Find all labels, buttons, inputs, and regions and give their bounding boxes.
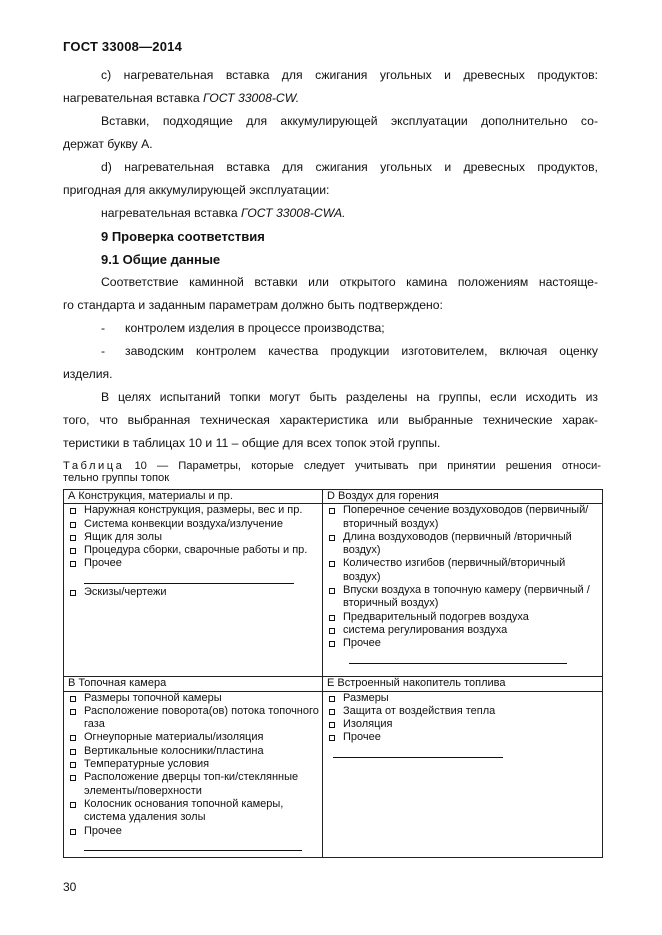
list-item-text: Огнеупорные материалы/изоляция xyxy=(84,731,264,744)
list-item-text: Поперечное сечение воздуховодов (первичный/вторичный воздух) xyxy=(343,504,589,530)
parameters-table xyxy=(63,489,603,858)
cell-b-body xyxy=(64,691,323,857)
list-item xyxy=(68,731,319,744)
body-text xyxy=(63,64,598,455)
list-d xyxy=(327,504,599,650)
list-item-text: Ящик для золы xyxy=(84,530,162,543)
checkbox-icon xyxy=(329,735,335,741)
section-heading: 9 Проверка соответствия xyxy=(101,229,265,244)
checkbox-icon xyxy=(70,508,76,514)
list-b xyxy=(68,692,319,838)
checkbox-icon xyxy=(70,802,76,808)
list-item-text: Защита от воздействия тепла xyxy=(343,704,496,717)
list-item-text: Прочее xyxy=(84,824,122,837)
fill-in-line xyxy=(349,651,567,664)
list-item xyxy=(327,531,599,558)
fill-in-line xyxy=(84,838,302,851)
dash-item-1 xyxy=(63,317,598,340)
checkbox-icon xyxy=(329,628,335,634)
list-item-text: Наружная конструкция, размеры, вес и пр. xyxy=(84,504,303,517)
dash-item-1-text: контролем изделия в процессе производства; xyxy=(125,321,385,335)
list-item xyxy=(327,557,599,584)
checkbox-icon xyxy=(70,535,76,541)
dash-item-2-text: заводским контролем качества продукции изготовителем, включая оценку xyxy=(125,344,598,358)
checkbox-icon xyxy=(329,722,335,728)
table-caption-label: Таблица xyxy=(63,460,125,472)
list-item xyxy=(68,692,319,705)
checkbox-icon xyxy=(329,709,335,715)
list-item-text: Эскизы/чертежи xyxy=(84,585,167,598)
list-item xyxy=(68,705,319,732)
list-item xyxy=(327,584,599,611)
list-item xyxy=(327,611,599,624)
list-item-text: Система конвекции воздуха/излучение xyxy=(84,517,283,530)
paragraph-c-prefix: нагревательная вставка xyxy=(63,91,204,105)
checkbox-icon xyxy=(329,535,335,541)
dash-marker: - xyxy=(101,321,106,335)
list-item-text: Предварительный подогрев воздуха xyxy=(343,610,529,623)
checkbox-icon xyxy=(329,508,335,514)
cell-d-body xyxy=(323,504,603,677)
paragraph-groups-line3: теристики в таблицах 10 и 11 – общие для всех топок этой группы. xyxy=(63,436,441,450)
cell-a-body xyxy=(64,504,323,677)
paragraph-inserts-line1: Вставки, подходящие для аккумулирующей эксплуатации дополнительно со- xyxy=(101,114,598,128)
checkbox-icon xyxy=(329,641,335,647)
checkbox-icon xyxy=(329,561,335,567)
fill-in-line xyxy=(333,745,503,758)
list-e xyxy=(327,692,599,745)
list-item-text: Размеры xyxy=(343,691,389,704)
dash-item-2 xyxy=(63,340,598,363)
list-a xyxy=(68,504,319,570)
cell-a-header: А Конструкция, материалы и пр. xyxy=(64,490,323,504)
dash-marker: - xyxy=(101,344,106,358)
list-item-text: Температурные условия xyxy=(84,758,210,771)
paragraph-d-prefix: нагревательная вставка xyxy=(101,206,242,220)
list-a-cont xyxy=(68,586,319,599)
list-item xyxy=(327,731,599,744)
list-item xyxy=(68,825,319,838)
page-number: 30 xyxy=(63,880,77,894)
paragraph-conformity-line1: Соответствие каминной вставки или открытого камина положениям настояще- xyxy=(101,275,598,289)
fill-in-line xyxy=(84,571,294,584)
paragraph-inserts-line2: держат букву А. xyxy=(63,137,153,151)
cell-e-body xyxy=(323,691,603,857)
cell-b-header: В Топочная камера xyxy=(64,677,323,691)
paragraph-conformity-line2: го стандарта и заданным параметрам должно быть подтверждено: xyxy=(63,298,443,312)
list-item-text: Процедура сборки, сварочные работы и пр. xyxy=(84,544,308,557)
table-caption-line2: тельно группы топок xyxy=(63,472,170,484)
list-item-text: Вертикальные колосники/пластина xyxy=(84,744,264,757)
list-item-text: Расположение поворота(ов) потока топочного газа xyxy=(84,704,319,731)
list-item-text: Впуски воздуха в топочную камеру (первичный /вторичный воздух) xyxy=(343,584,590,610)
list-item-text: Количество изгибов (первичный/вторичный воздух) xyxy=(343,557,566,583)
list-item xyxy=(68,586,319,599)
paragraph-d-line1: d) нагревательная вставка для сжигания угольных и древесных продуктов, xyxy=(101,160,598,174)
code-cw: ГОСТ 33008-CW. xyxy=(203,91,300,105)
list-item-text: Размеры топочной камеры xyxy=(84,691,222,704)
checkbox-icon xyxy=(70,696,76,702)
paragraph-groups-line2: того, что выбранная техническая характеристика или выбранные технические харак- xyxy=(63,413,598,427)
list-item xyxy=(327,637,599,650)
checkbox-icon xyxy=(70,561,76,567)
paragraph-c-line1: с) нагревательная вставка для сжигания угольных и древесных продуктов: xyxy=(101,68,598,82)
checkbox-icon xyxy=(70,522,76,528)
list-item-text: Расположение дверцы топ-ки/стеклянные элементы/поверхности xyxy=(84,771,299,797)
subsection-heading: 9.1 Общие данные xyxy=(101,252,221,267)
paragraph-d-line3 xyxy=(63,202,598,225)
paragraph-d-line2: пригодная для аккумулирующей эксплуатации: xyxy=(63,183,330,197)
list-item xyxy=(68,798,319,825)
checkbox-icon xyxy=(70,590,76,596)
list-item xyxy=(68,557,319,570)
checkbox-icon xyxy=(70,829,76,835)
checkbox-icon xyxy=(70,735,76,741)
list-item-text: Колосник основания топочной камеры, система удаления золы xyxy=(84,797,284,824)
checkbox-icon xyxy=(329,696,335,702)
list-item-text: Длина воздуховодов (первичный /вторичный воздух) xyxy=(343,530,572,557)
list-item xyxy=(68,518,319,531)
list-item xyxy=(68,758,319,771)
list-item-text: Прочее xyxy=(343,637,381,650)
list-item xyxy=(68,544,319,557)
table-caption xyxy=(63,460,601,484)
list-item xyxy=(68,771,319,798)
list-item xyxy=(68,531,319,544)
list-item-text: Прочее xyxy=(84,557,122,570)
checkbox-icon xyxy=(70,709,76,715)
list-item-text: система регулирования воздуха xyxy=(343,623,508,636)
list-item xyxy=(327,705,599,718)
checkbox-icon xyxy=(70,548,76,554)
cell-e-header: Е Встроенный накопитель топлива xyxy=(323,677,603,691)
paragraph-c-line2 xyxy=(63,87,598,110)
checkbox-icon xyxy=(70,762,76,768)
list-item xyxy=(68,745,319,758)
code-cwa: ГОСТ 33008-CWA. xyxy=(241,206,346,220)
checkbox-icon xyxy=(329,615,335,621)
list-item xyxy=(327,718,599,731)
checkbox-icon xyxy=(70,749,76,755)
list-item-text: Прочее xyxy=(343,731,381,744)
paragraph-groups-line1: В целях испытаний топки могут быть разделены на группы, если исходить из xyxy=(101,390,598,404)
list-item xyxy=(68,504,319,517)
list-item xyxy=(327,624,599,637)
checkbox-icon xyxy=(70,775,76,781)
checkbox-icon xyxy=(329,588,335,594)
standard-header: ГОСТ 33008—2014 xyxy=(63,39,182,54)
cell-d-header: D Воздух для горения xyxy=(323,490,603,504)
list-item-text: Изоляция xyxy=(343,718,393,731)
dash-item-2-line2: изделия. xyxy=(63,367,113,381)
list-item xyxy=(327,692,599,705)
list-item xyxy=(327,504,599,531)
table-caption-text: 10 — Параметры, которые следует учитывать при принятии решения относи- xyxy=(124,460,601,472)
